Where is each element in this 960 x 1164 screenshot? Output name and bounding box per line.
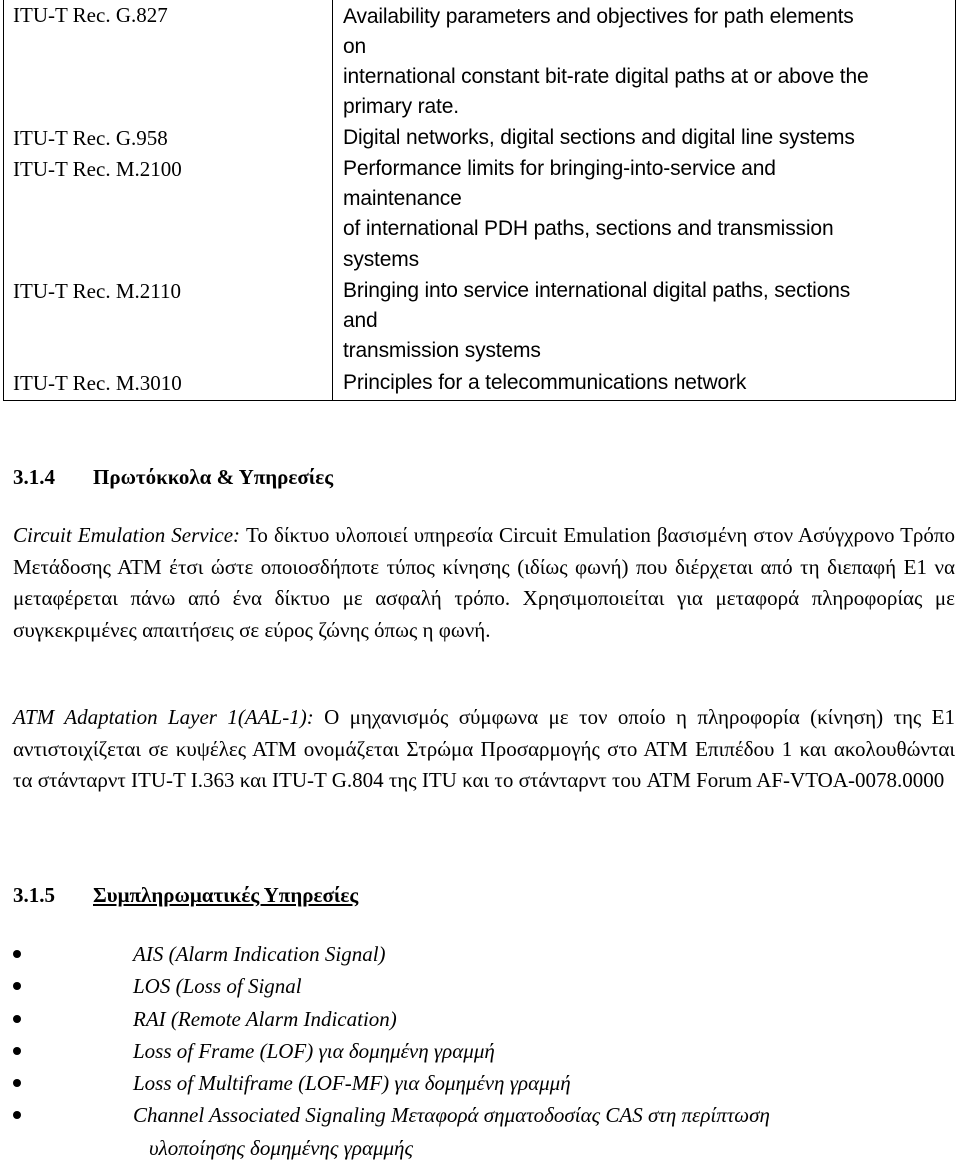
section-number: 3.1.4 xyxy=(13,465,55,489)
list-item xyxy=(13,1067,953,1099)
reference-title-line: maintenance xyxy=(343,187,462,210)
list-item-text: AIS (Alarm Indication Signal) xyxy=(133,942,386,966)
section-heading-3-1-5 xyxy=(13,880,358,910)
section-title: Πρωτόκκολα & Υπηρεσίες xyxy=(93,465,334,489)
reference-title-line: transmission systems xyxy=(343,339,541,362)
section-title: Συμπληρωματικές Υπηρεσίες xyxy=(93,883,359,907)
reference-code: ITU-T Rec. M.3010 xyxy=(13,371,182,395)
reference-titles-cell xyxy=(333,0,956,401)
paragraph-aal1 xyxy=(13,702,955,797)
paragraph-text: Ο μηχανισμός σύμφωνα με τον οποίο η πληροφορία (κίνηση) της Ε1 αντιστοιχίζεται σε κυψέλες ΑΤΜ ονομάζεται Στρώμα Προσαρμογής στο ΑΤΜ Επιπέδου 1 και ακολουθώνται τα στάνταρντ ITU-T I.363 και ITU-T G.804 της ITU και το στάνταρντ του ATM Forum AF-VTOA-0078.0000 xyxy=(13,705,955,792)
supplementary-services-list xyxy=(13,938,953,1164)
bullet-icon xyxy=(13,1079,21,1087)
reference-title-line: international constant bit-rate digital paths at or above the xyxy=(343,65,869,88)
list-item-text: LOS (Loss of Signal xyxy=(133,974,302,999)
reference-title-line: and xyxy=(343,309,378,332)
paragraph-circuit-emulation xyxy=(13,520,955,646)
reference-title-line: Principles for a telecommunications network xyxy=(343,371,747,394)
reference-title-line: primary rate. xyxy=(343,95,459,118)
reference-title-line: systems xyxy=(343,248,419,271)
reference-code: ITU-T Rec. G.958 xyxy=(13,126,168,150)
reference-title-line: Digital networks, digital sections and digital line systems xyxy=(343,126,855,149)
reference-title-line: of international PDH paths, sections and transmission xyxy=(343,217,834,240)
reference-title-line: Bringing into service international digital paths, sections xyxy=(343,279,851,302)
reference-title-line: Availability parameters and objectives for path elements xyxy=(343,5,854,28)
list-item xyxy=(13,970,953,1002)
section-heading-3-1-4 xyxy=(13,462,333,492)
term-label: Circuit Emulation Service: xyxy=(13,523,241,547)
list-item xyxy=(13,1099,953,1164)
bullet-icon xyxy=(13,950,21,958)
reference-title-line: Performance limits for bringing-into-service and xyxy=(343,157,776,180)
list-item-text: Loss of Multiframe (LOF-MF) για δομημένη γραμμή xyxy=(133,1071,571,1096)
list-item xyxy=(13,1003,953,1035)
bullet-icon xyxy=(13,1111,21,1119)
list-item-text: Loss of Frame (LOF) για δομημένη γραμμή xyxy=(133,1038,495,1063)
list-item xyxy=(13,938,953,970)
list-item-text: Channel Associated Signaling Μεταφορά σηματοδοσίας CAS στη περίπτωση xyxy=(133,1103,770,1128)
reference-code: ITU-T Rec. M.2100 xyxy=(13,157,182,181)
bullet-icon xyxy=(13,982,21,990)
list-item-continuation: υλοποίησης δομημένης γραμμής xyxy=(149,1135,413,1160)
table-row xyxy=(4,0,956,401)
bullet-icon xyxy=(13,1015,21,1023)
bullet-icon xyxy=(13,1047,21,1055)
section-number: 3.1.5 xyxy=(13,883,55,907)
reference-title-line: on xyxy=(343,35,367,58)
reference-code: ITU-T Rec. M.2110 xyxy=(13,279,181,303)
list-item xyxy=(13,1035,953,1067)
reference-code: ITU-T Rec. G.827 xyxy=(13,3,168,27)
term-label: ATM Adaptation Layer 1(AAL-1): xyxy=(13,705,314,729)
references-table xyxy=(3,0,956,401)
paragraph-text: Το δίκτυο υλοποιεί υπηρεσία Circuit Emulation βασισμένη στον Ασύγχρονο Τρόπο Μετάδοσης ΑΤΜ έτσι ώστε οποιοσδήποτε τύπος κίνησης (ιδίως φωνή) που διέρχεται από τη διεπαφή Ε1 να μεταφέρεται πάνω από ένα δίκτυο με ασφαλή τρόπο. Χρησιμοποιείται για μεταφορά πληροφορίας με συγκεκριμένες απαιτήσεις σε εύρος ζώνης όπως η φωνή. xyxy=(13,523,955,642)
reference-codes-cell xyxy=(4,0,333,401)
list-item-text: RAI (Remote Alarm Indication) xyxy=(133,1006,397,1031)
